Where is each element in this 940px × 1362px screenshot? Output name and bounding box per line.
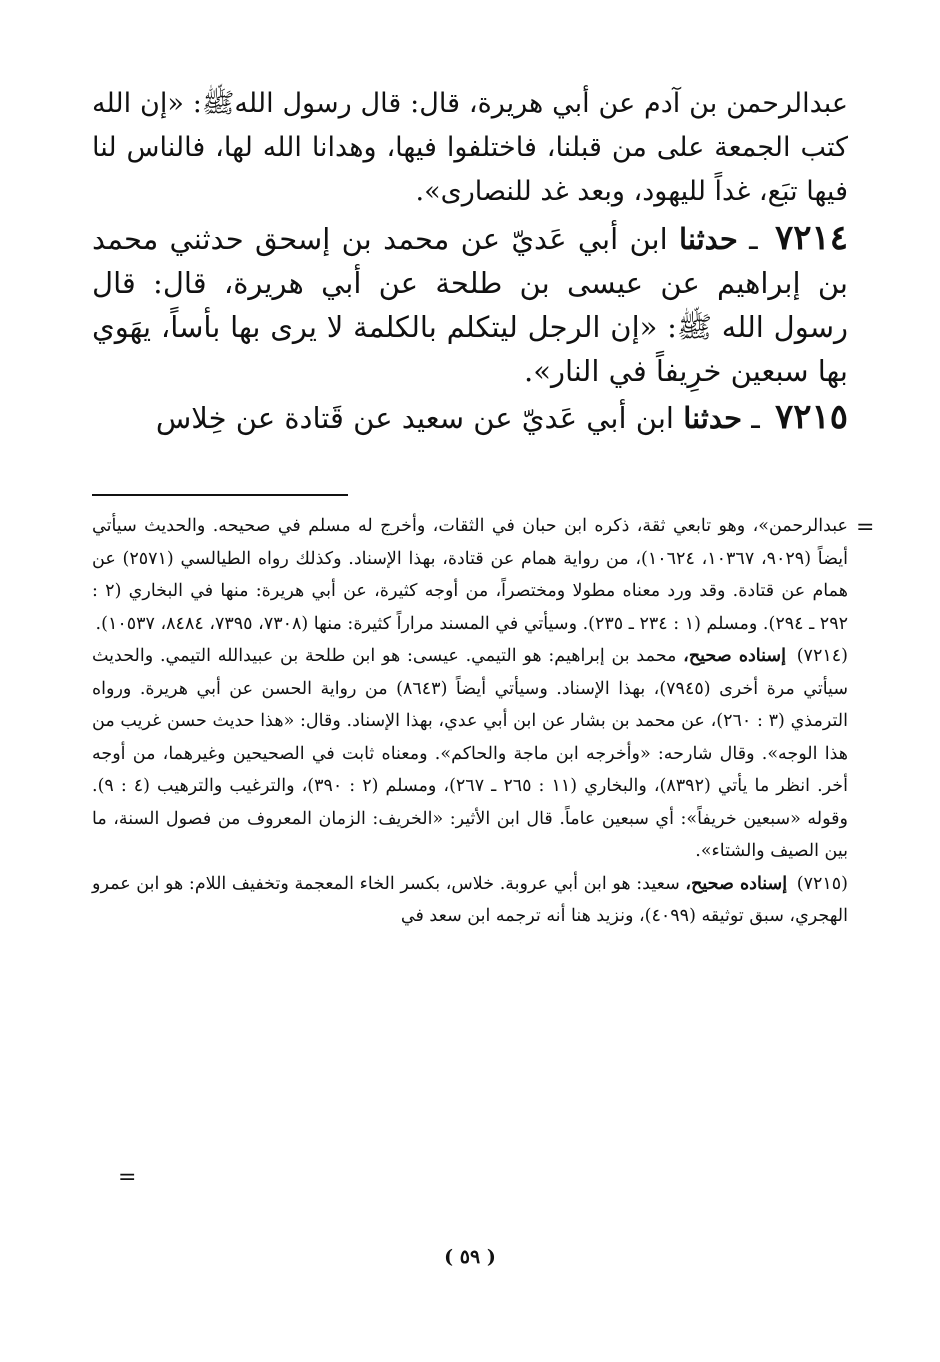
hadith-lead: حدثنا	[679, 222, 738, 256]
hadith-number: ٧٢١٥	[774, 397, 848, 437]
hadith-lead: حدثنا	[683, 401, 743, 435]
footnote-lead: إسناده صحيح،	[685, 873, 788, 894]
continuation-mark: =	[856, 515, 875, 540]
footnote-continuation: عبدالرحمن»، وهو تابعي ثقة، ذكره ابن حبان في الثقات، وأخرج له مسلم في صحيحه. والحديث سيأتي أيضاً (٩٠٢٩، ١٠٣٦٧، ١٠٦٢٤)، من رواية همام عن قتادة، بهذا الإسناد. وكذلك رواه الطيالسي (٢٥٧١) عن همام عن قتادة. وقد ورد معناه مطولا ومختصراً، من أوجه كثيرة، عن أبي هريرة: منها في البخاري (٢ : ٢٩٢ ـ ٢٩٤). ومسلم (١ : ٢٣٤ ـ ٢٣٥). وسيأتي في المسند مراراً كثيرة: منها (٧٣٠٨، ٧٣٩٥، ٨٤٨٤، ١٠٥٣٧).	[92, 516, 848, 634]
footnotes	[92, 510, 848, 933]
footnote-7215	[92, 868, 848, 933]
page-number: ( ٥٩ )	[444, 1246, 496, 1268]
footnote-ref: (٧٢١٥)	[796, 873, 848, 894]
footnote-text: سعيد: هو ابن أبي عروبة. خلاس، بكسر الخاء المعجمة وتخفيف اللام: هو ابن عمرو الهجري، سبق توثيقه (٤٠٩٩)، ونزيد هنا أنه ترجمه ابن سعد في	[92, 873, 848, 926]
hadith-7214	[92, 216, 848, 393]
hadith-text: ابن أبي عَديّ عن سعيد عن قَتادة عن خِلاس	[155, 401, 674, 435]
footnote-ref: (٧٢١٤)	[796, 646, 848, 666]
hadith-continuation: عبدالرحمن بن آدم عن أبي هريرة، قال: قال رسول اللهﷺ: «إن الله كتب الجمعة على من قبلنا، فاختلفوا فيها، وهدانا الله لها، فالناس لنا فيها تبَع، غداً لليهود، وبعد غد للنصارى».	[92, 88, 848, 207]
footnote-separator	[92, 494, 348, 496]
main-text	[92, 82, 848, 440]
hadith-text: ابن أبي عَديّ عن محمد بن إسحق حدثني محمد بن إبراهيم عن عيسى بن طلحة عن أبي هريرة، قال: قال رسول الله ﷺ: «إن الرجل ليتكلم بالكلمة لا يرى بها بأساً، يهَوي بها سبعين خرِيفاً في النار».	[92, 222, 848, 388]
hadith-dash: ـ	[749, 222, 758, 256]
footnote-text: محمد بن إبراهيم: هو التيمي. عيسى: هو ابن طلحة بن عبيدالله التيمي. والحديث سيأتي مرة أخرى (٧٩٤٥)، بهذا الإسناد. وسيأتي أيضاً (٨٦٤٣) من رواية الحسن عن أبي هريرة. ورواه الترمذي (٣ : ٢٦٠)، عن محمد بن بشار عن ابن أبي عدي، بهذا الإسناد. وقال: «هذا حديث حسن غريب من هذا الوجه». وقال شارحه: «وأخرجه ابن ماجة والحاكم». ومعناه ثابت في الصحيحين وغيرهما، من أوجه أخر. انظر ما يأتي (٨٣٩٢)، والبخاري (١١ : ٢٦٥ ـ ٢٦٧)، ومسلم (٢ : ٣٩٠)، والترغيب والترهيب (٤ : ٩). وقوله «سبعين خريفاً»: أي سبعين عاماً. قال ابن الأثير: «الخريف: الزمان المعروف من فصول السنة، ما بين الصيف والشتاء».	[92, 646, 849, 861]
hadith-dash: ـ	[751, 401, 760, 435]
hadith-number: ٧٢١٤	[774, 218, 849, 258]
hadith-7215	[92, 395, 848, 440]
footnote-lead: إسناده صحيح،	[683, 646, 786, 666]
footnote-7214	[92, 640, 848, 868]
continuation-mark-end: =	[118, 1165, 137, 1190]
